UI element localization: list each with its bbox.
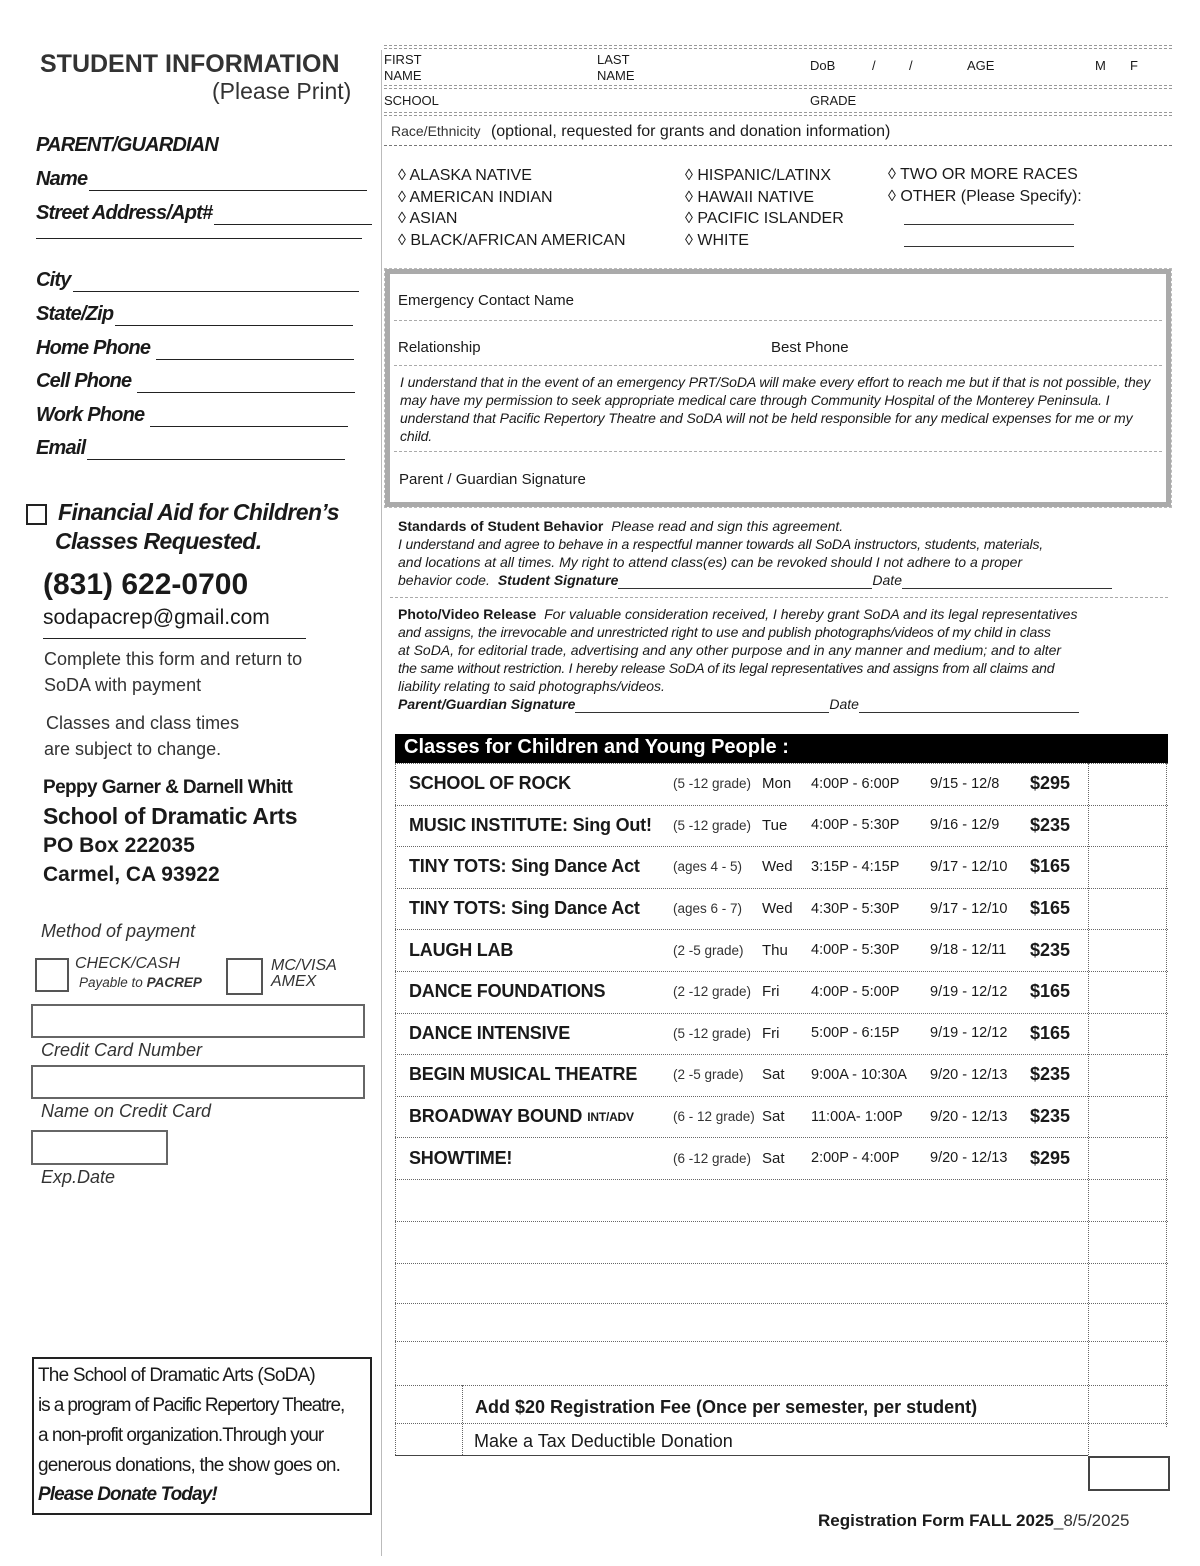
race-column-2 (685, 165, 844, 251)
dob-slash-1: / (872, 58, 876, 73)
class-time: 9:00A - 10:30A (811, 1066, 907, 1083)
change-notice-2: are subject to change. (44, 739, 222, 759)
class-day: Mon (762, 775, 792, 793)
behavior-heading: Standards of Student Behavior (398, 518, 604, 534)
mc-visa-checkbox[interactable] (226, 958, 263, 995)
class-row[interactable] (395, 929, 1168, 971)
race-option[interactable]: ◊ HISPANIC/LATINX (685, 167, 832, 184)
race-option[interactable]: ◊ OTHER (Please Specify): (888, 187, 1082, 205)
grade-label[interactable]: GRADE (810, 93, 857, 108)
left-column (0, 0, 380, 1566)
race-option[interactable]: ◊ HAWAII NATIVE (685, 188, 815, 206)
class-grade: (2 -5 grade) (673, 942, 744, 958)
financial-aid-label-2: Classes Requested. (55, 528, 262, 554)
class-grade: (ages 6 - 7) (673, 901, 743, 917)
exp-date-label: Exp.Date (41, 1167, 116, 1187)
financial-aid-label-1: Financial Aid for Children’s (58, 499, 339, 525)
row-sep (395, 1263, 1168, 1264)
class-time: 5:00P - 6:15P (811, 1025, 900, 1042)
class-price: $235 (1030, 814, 1071, 835)
divider (43, 638, 306, 639)
email-field[interactable]: Email (36, 437, 345, 460)
class-name: BEGIN MUSICAL THEATRE (409, 1064, 638, 1085)
home-phone-field[interactable]: Home Phone (36, 337, 354, 360)
race-column-3 (888, 164, 1082, 207)
row-divider-1 (384, 85, 1172, 86)
behavior-section: Standards of Student Behavior Please read and sign this agreement. I understand and agree to behave in a respectful manner towards all SoDA instructors, students, materials, and locations at all times. My right to attend class(es) can be revoked should I not adhere to a proper behavior code. Student Signature Date (398, 517, 1168, 589)
donation-label: Make a Tax Deductible Donation (474, 1431, 733, 1451)
class-price: $235 (1030, 1106, 1071, 1127)
donation-text-5: Please Donate Today! (38, 1484, 217, 1505)
class-dates: 9/17 - 12/10 (930, 900, 1008, 917)
class-day: Fri (762, 983, 780, 1001)
parent-signature-label[interactable]: Parent / Guardian Signature (399, 471, 586, 488)
class-price: $235 (1030, 1064, 1071, 1085)
race-option[interactable]: ◊ BLACK/AFRICAN AMERICAN (398, 231, 626, 249)
class-price: $165 (1030, 981, 1071, 1002)
fee-left-divider (462, 1385, 463, 1455)
male-option[interactable]: M (1095, 58, 1106, 73)
class-name: TINY TOTS: Sing Dance Act (409, 898, 640, 919)
class-name: TINY TOTS: Sing Dance Act (409, 856, 640, 877)
name-field[interactable]: Name (36, 168, 367, 191)
credit-card-number-input[interactable] (31, 1004, 365, 1038)
race-option[interactable]: ◊ PACIFIC ISLANDER (685, 210, 844, 227)
class-dates: 9/16 - 12/9 (930, 817, 1000, 834)
race-option[interactable]: ◊ WHITE (685, 231, 749, 249)
class-time: 3:15P - 4:15P (811, 858, 900, 875)
class-time: 2:00P - 4:00P (811, 1150, 900, 1167)
parent-guardian-heading: PARENT/GUARDIAN (36, 134, 219, 156)
class-day: Sat (762, 1149, 785, 1167)
donation-text-1: The School of Dramatic Arts (SoDA) (38, 1365, 315, 1386)
form-footer: Registration Form FALL 2025_8/5/2025 (818, 1511, 1130, 1530)
classes-header: Classes for Children and Young People : (395, 734, 1168, 763)
row-divider-2 (384, 112, 1172, 113)
photo-signature-line[interactable] (575, 698, 829, 713)
street-line-2[interactable] (36, 238, 362, 239)
class-level: INT/ADV (587, 1109, 634, 1124)
photo-date-line[interactable] (859, 698, 1079, 713)
class-name: DANCE FOUNDATIONS (409, 981, 606, 1002)
class-dates: 9/19 - 12/12 (930, 983, 1008, 1000)
class-price: $235 (1030, 939, 1071, 960)
class-name: BROADWAY BOUND INT/ADV (409, 1106, 634, 1127)
class-time: 4:00P - 6:00P (811, 775, 900, 792)
class-dates: 9/17 - 12/10 (930, 858, 1008, 875)
class-grade: (5 -12 grade) (673, 776, 752, 792)
column-divider (381, 50, 382, 1556)
dob-slash-2: / (909, 58, 913, 73)
class-price: $295 (1030, 1147, 1071, 1168)
emergency-statement: I understand that in the event of an emergency PRT/SoDA will make every effort to reach me but if that is not possible, they may have my permission to seek appropriate medical care through Community Hospital of the Monterey Peninsula. I understand that Pacific Repertory Theatre and SoDA will not be held responsible for any medical expenses for me or my child. (400, 374, 1151, 444)
class-row[interactable] (395, 1054, 1168, 1096)
amex-label: AMEX (271, 973, 317, 990)
race-heading: Race/Ethnicity (optional, requested for grants and donation information) (391, 123, 891, 140)
payable-to-label: Payable to PACREP (79, 975, 202, 990)
email-address: sodapacrep@gmail.com (43, 606, 270, 629)
class-name: SHOWTIME! (409, 1147, 513, 1168)
last-name-label[interactable]: LAST NAME (597, 52, 635, 83)
donation-text-3: a non-profit organization.Through your (38, 1425, 324, 1446)
state-zip-field[interactable]: State/Zip (36, 303, 353, 326)
change-notice-1: Classes and class times (46, 713, 240, 733)
class-day: Sat (762, 1066, 785, 1084)
class-price: $165 (1030, 898, 1071, 919)
student-signature-line[interactable] (618, 574, 872, 589)
class-time: 11:00A- 1:00P (811, 1108, 903, 1125)
photo-release-section: Photo/Video Release For valuable consideration received, I hereby grant SoDA and its legal representatives and assigns, the irrevocable and unrestricted right to use and publish photographs/videos of my child in class at SoDA, for editorial trade, advertising and any other purpose and in any manner and medium; and to alter the same without restriction. I hereby release SoDA of its legal representatives and assigns from all claims and liability relating to said photographs/videos. Parent/Guardian Signature Date (398, 606, 1078, 712)
row-divider-1b (384, 88, 1172, 89)
class-name: LAUGH LAB (409, 939, 514, 960)
page-title: STUDENT INFORMATION (40, 50, 340, 78)
class-time: 4:00P - 5:30P (811, 942, 900, 959)
credit-card-name-label: Name on Credit Card (41, 1101, 212, 1121)
emergency-contact-label[interactable]: Emergency Contact Name (398, 292, 574, 309)
class-row[interactable] (395, 1013, 1168, 1055)
class-dates: 9/19 - 12/12 (930, 1025, 1008, 1042)
class-grade: (5 -12 grade) (673, 817, 752, 833)
row-sep (395, 1179, 1168, 1180)
cell-phone-field[interactable]: Cell Phone (36, 370, 355, 393)
row-sep (395, 1221, 1168, 1222)
class-day: Wed (762, 858, 793, 876)
mc-visa-label: MC/VISA (271, 957, 337, 974)
row-sep (395, 1341, 1168, 1342)
exp-date-input[interactable] (31, 1130, 168, 1165)
first-name-label[interactable]: FIRST NAME (384, 52, 422, 83)
class-name: SCHOOL OF ROCK (409, 773, 571, 794)
street-field[interactable]: Street Address/Apt# (36, 202, 372, 225)
class-dates: 9/20 - 12/13 (930, 1066, 1008, 1083)
race-other-line-1[interactable] (904, 224, 1074, 225)
complete-instructions-1: Complete this form and return to (44, 649, 303, 669)
class-price: $165 (1030, 856, 1071, 877)
dob-label[interactable]: DoB (810, 58, 836, 73)
class-price: $295 (1030, 773, 1071, 794)
class-dates: 9/20 - 12/13 (930, 1108, 1008, 1125)
row-sep (395, 1423, 1168, 1424)
race-divider (384, 145, 1172, 146)
row-sep (395, 763, 1168, 764)
payment-heading: Method of payment (41, 921, 196, 941)
female-option[interactable]: F (1130, 58, 1138, 73)
class-price: $165 (1030, 1022, 1071, 1043)
financial-aid-checkbox[interactable] (26, 504, 47, 525)
race-option[interactable]: ◊ AMERICAN INDIAN (398, 188, 553, 206)
table-bottom-border (395, 1455, 1088, 1456)
race-option[interactable]: ◊ TWO OR MORE RACES (888, 166, 1078, 183)
class-day: Tue (762, 816, 788, 834)
class-day: Wed (762, 900, 793, 918)
best-phone-label[interactable]: Best Phone (771, 339, 849, 356)
credit-card-number-label: Credit Card Number (41, 1040, 203, 1060)
donation-text-4: generous donations, the show goes on. (38, 1455, 341, 1476)
check-cash-label: CHECK/CASH (75, 955, 180, 972)
complete-instructions-2: SoDA with payment (44, 675, 202, 695)
check-cash-checkbox[interactable] (35, 958, 69, 992)
class-name: DANCE INTENSIVE (409, 1022, 571, 1043)
race-option[interactable]: ◊ ASIAN (398, 210, 458, 227)
emergency-divider-1 (394, 320, 1162, 321)
credit-card-name-input[interactable] (31, 1065, 365, 1099)
class-grade: (6 -12 grade) (673, 1150, 752, 1166)
class-grade: (6 - 12 grade) (673, 1109, 755, 1125)
class-day: Fri (762, 1024, 780, 1042)
row-sep (395, 1385, 1168, 1386)
address-city: Carmel, CA 93922 (43, 863, 220, 886)
class-grade: (ages 4 - 5) (673, 859, 743, 875)
address-po-box: PO Box 222035 (43, 834, 195, 857)
registration-fee-label: Add $20 Registration Fee (Once per semester, per student) (475, 1397, 978, 1417)
classes-table (395, 763, 1168, 1455)
row-sep (395, 1303, 1168, 1304)
city-field[interactable]: City (36, 269, 359, 292)
relationship-label[interactable]: Relationship (398, 339, 481, 356)
race-option[interactable]: ◊ ALASKA NATIVE (398, 167, 532, 184)
photo-heading: Photo/Video Release (398, 606, 537, 622)
class-row[interactable] (395, 805, 1168, 847)
class-dates: 9/18 - 12/11 (930, 942, 1007, 959)
class-day: Thu (762, 941, 788, 959)
behavior-divider (390, 597, 1168, 598)
class-dates: 9/15 - 12/8 (930, 775, 1000, 792)
class-row[interactable] (395, 1096, 1168, 1138)
class-time: 4:30P - 5:30P (811, 900, 900, 917)
work-phone-field[interactable]: Work Phone (36, 404, 348, 427)
class-grade: (5 -12 grade) (673, 1025, 752, 1041)
emergency-divider-2 (394, 365, 1162, 366)
phone-number: (831) 622-0700 (43, 568, 249, 601)
class-row[interactable] (395, 763, 1168, 805)
address-org: School of Dramatic Arts (43, 803, 298, 829)
school-label[interactable]: SCHOOL (384, 93, 439, 108)
address-names: Peppy Garner & Darnell Whitt (43, 777, 293, 798)
class-dates: 9/20 - 12/13 (930, 1150, 1008, 1167)
behavior-date-line[interactable] (902, 574, 1112, 589)
race-other-line-2[interactable] (904, 246, 1074, 247)
class-row[interactable] (395, 1137, 1168, 1179)
class-time: 4:00P - 5:30P (811, 817, 900, 834)
emergency-divider-3 (394, 451, 1162, 452)
class-row[interactable] (395, 888, 1168, 930)
class-row[interactable] (395, 971, 1168, 1013)
class-name: MUSIC INSTITUTE: Sing Out! (409, 814, 652, 835)
row-divider-2b (384, 115, 1172, 116)
top-border (384, 45, 1172, 46)
total-box[interactable] (1088, 1456, 1170, 1491)
class-day: Sat (762, 1108, 785, 1126)
donation-text-2: is a program of Pacific Repertory Theatre, (38, 1395, 345, 1416)
page-subtitle: (Please Print) (212, 78, 352, 104)
class-time: 4:00P - 5:00P (811, 983, 900, 1000)
age-label[interactable]: AGE (967, 58, 995, 73)
class-row[interactable] (395, 846, 1168, 888)
donation-box (32, 1357, 372, 1515)
class-grade: (2 -5 grade) (673, 1067, 744, 1083)
emergency-box (385, 269, 1171, 507)
top-border-2 (384, 48, 1172, 49)
race-column-1 (398, 165, 626, 251)
class-grade: (2 -12 grade) (673, 984, 752, 1000)
